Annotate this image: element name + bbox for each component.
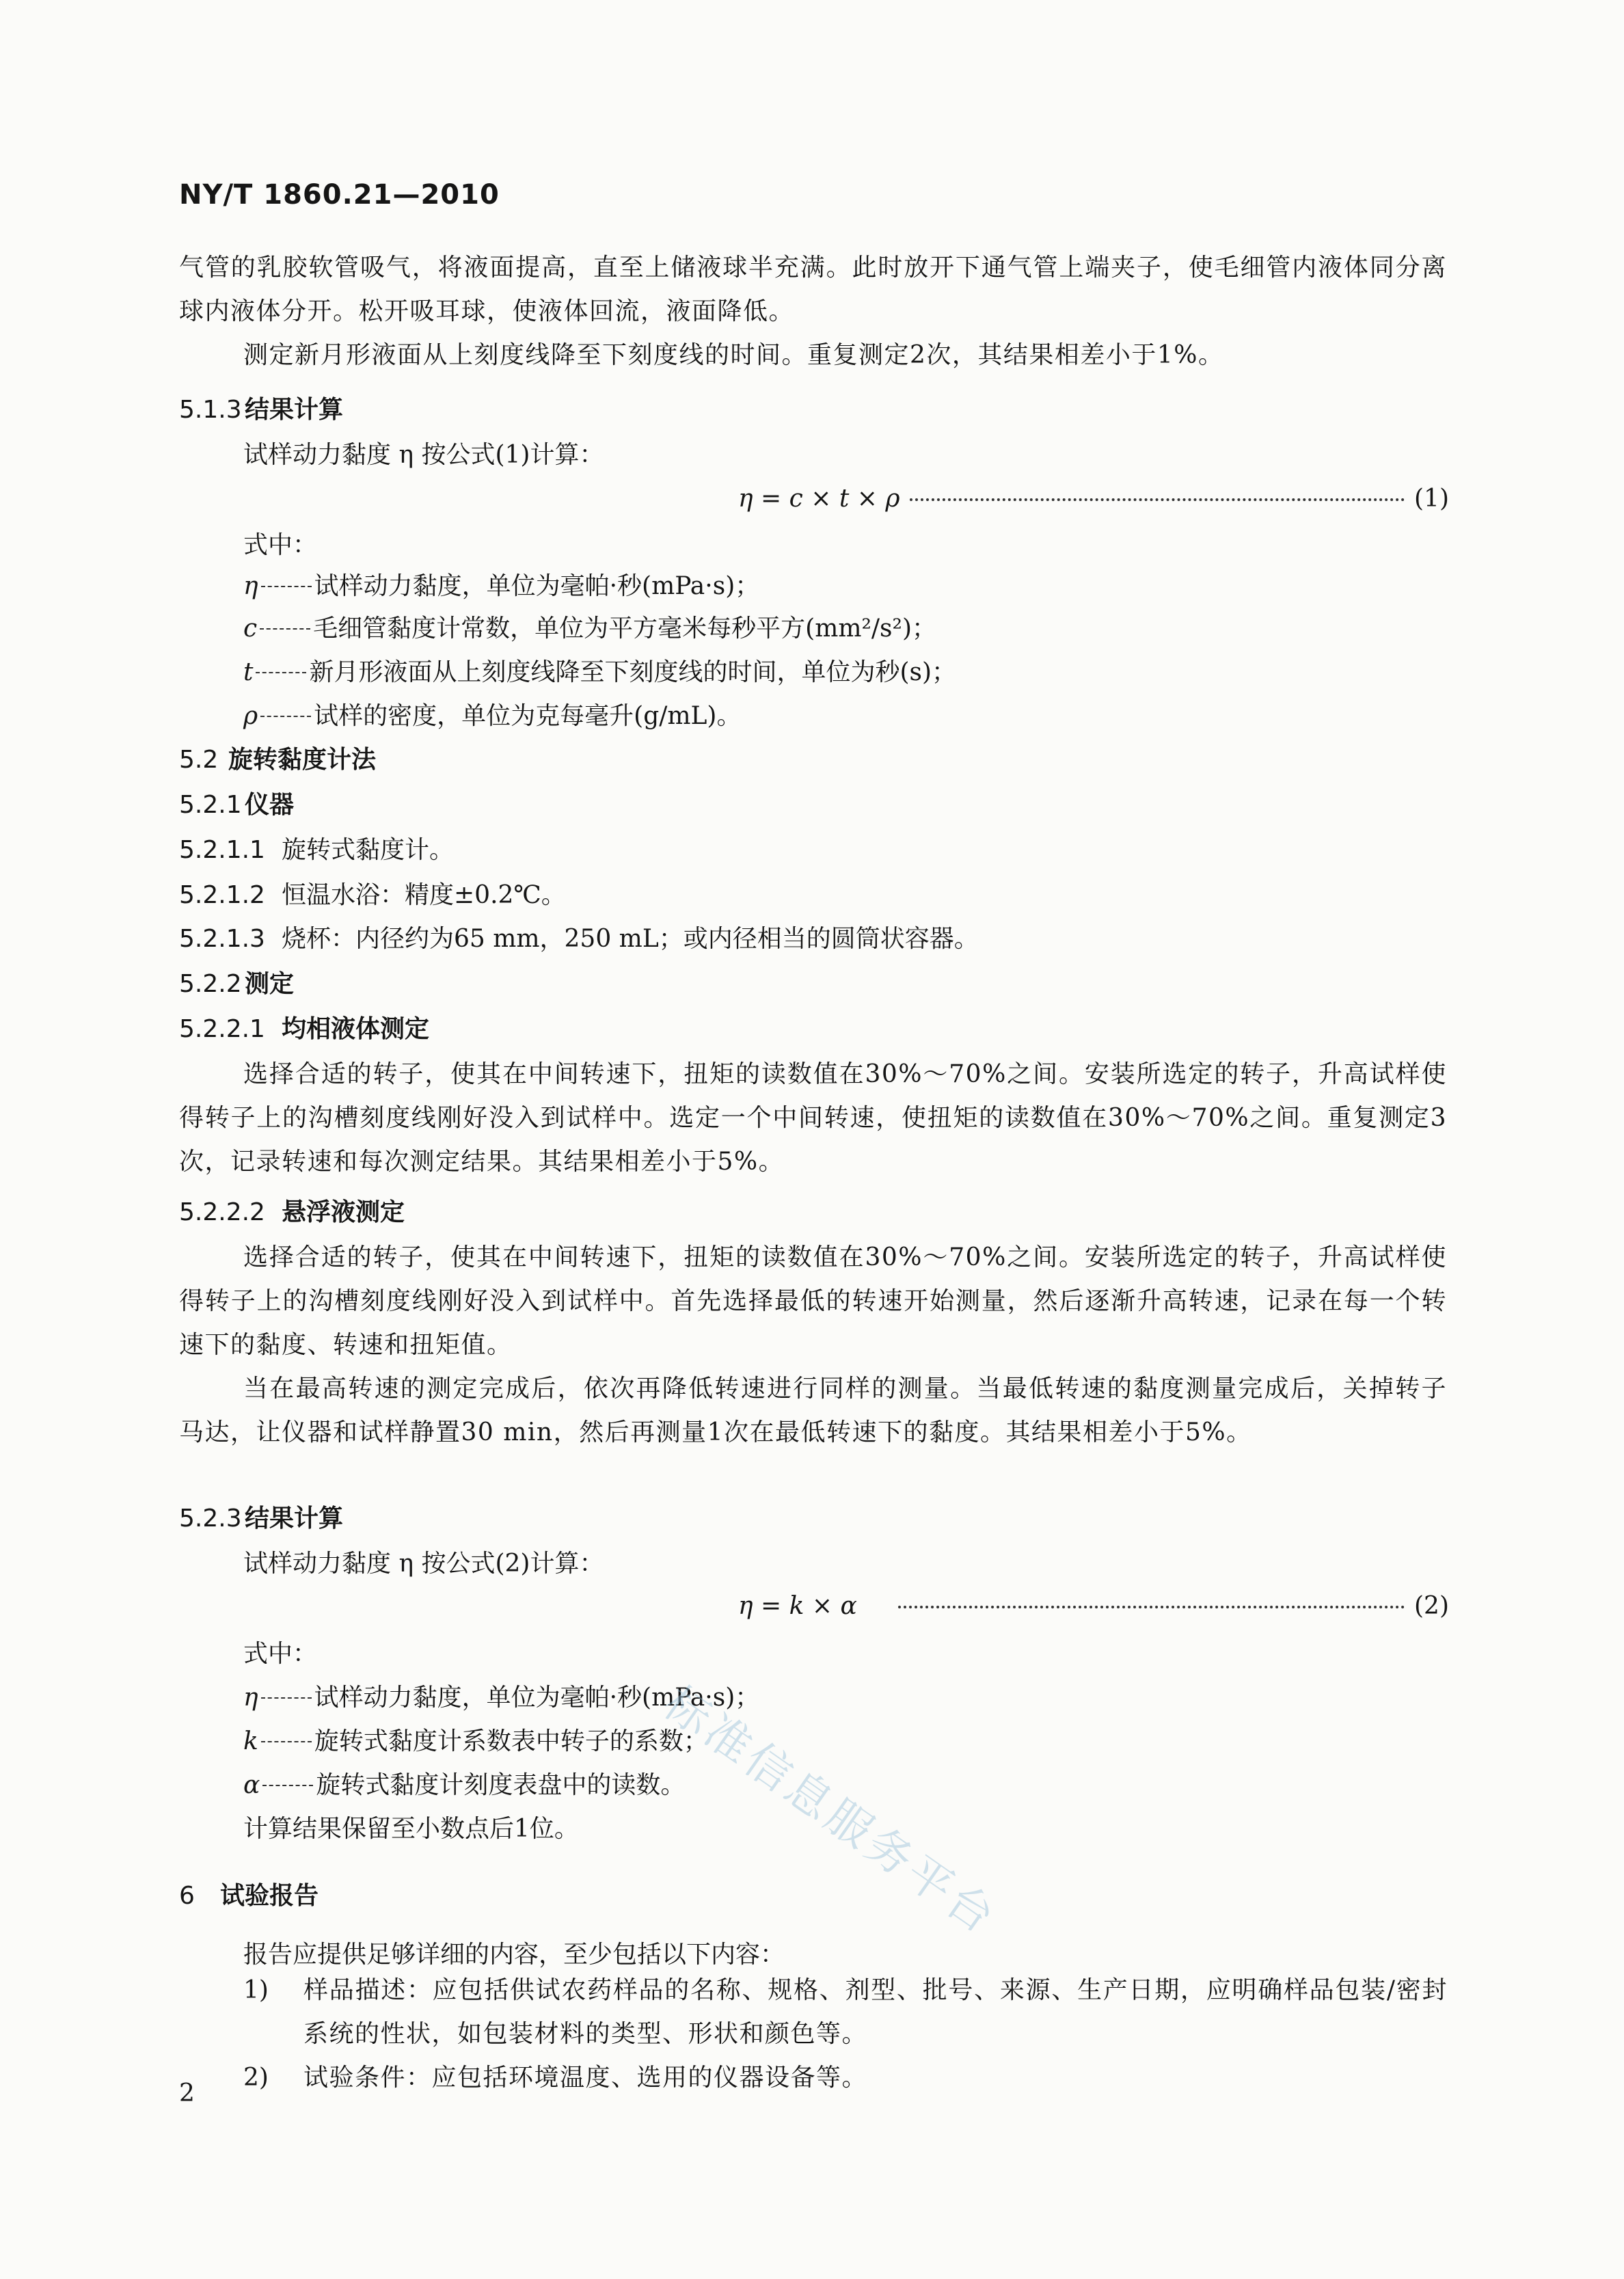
report-intro: 报告应提供足够详细的内容，至少包括以下内容： — [243, 1941, 785, 1969]
formula-expression: η = k × α — [738, 1592, 857, 1620]
section-title: 旋转黏度计法 — [228, 746, 377, 774]
section-title: 悬浮液测定 — [282, 1198, 405, 1226]
list-ordinal: 1) — [243, 1976, 269, 2004]
section-heading-5-2-2-2 — [179, 1198, 405, 1228]
list-ordinal: 2) — [243, 2064, 269, 2092]
definition-text: 试样的密度，单位为克每毫升(g/mL)。 — [314, 702, 742, 730]
section-heading-6 — [179, 1881, 319, 1911]
formula-1 — [738, 484, 1449, 514]
item-number: 5.2.1.3 — [179, 925, 265, 953]
section-heading-5-2-2-1 — [179, 1014, 429, 1044]
section-title: 仪器 — [245, 791, 295, 819]
report-list-item — [243, 1969, 1448, 2056]
symbol: k — [243, 1727, 258, 1755]
section-heading-5-2-3 — [179, 1504, 343, 1534]
section-number: 5.2.3 — [179, 1505, 242, 1533]
definition-row — [243, 614, 936, 644]
section-number: 5.2 — [179, 746, 219, 774]
symbol: η — [243, 572, 258, 600]
section-title: 均相液体测定 — [282, 1015, 430, 1043]
dash-leader — [261, 1741, 312, 1742]
formula-2 — [738, 1591, 1449, 1621]
report-list-item — [243, 2056, 1448, 2100]
standard-header: NY/T 1860.21—2010 — [179, 179, 500, 211]
section-title: 试验报告 — [220, 1882, 319, 1910]
section-title: 结果计算 — [245, 1505, 344, 1533]
formula-number: (1) — [1414, 485, 1449, 513]
definition-text: 新月形液面从上刻度线降至下刻度线的时间，单位为秒(s)； — [309, 658, 957, 686]
list-text: 试验条件：应包括环境温度、选用的仪器设备等。 — [303, 2064, 868, 2092]
rounding-note: 计算结果保留至小数点后1位。 — [243, 1815, 579, 1843]
section-heading-5-2-1 — [179, 790, 294, 820]
formula-number: (2) — [1414, 1592, 1449, 1620]
symbol: c — [243, 615, 258, 643]
dash-leader — [256, 672, 306, 673]
definition-row — [243, 1770, 685, 1801]
symbol: η — [243, 1684, 258, 1712]
item-text: 恒温水浴：精度±0.2℃。 — [282, 881, 566, 909]
section-title: 结果计算 — [245, 396, 344, 424]
definition-text: 毛细管黏度计常数，单位为平方毫米每秒平方(mm²/s²)； — [313, 615, 937, 643]
section-title: 测定 — [245, 970, 295, 998]
formula-intro-2: 试样动力黏度 η 按公式(2)计算： — [243, 1550, 604, 1578]
list-text: 样品描述：应包括供试农药样品的名称、规格、剂型、批号、来源、生产日期，应明确样品包装/密封系统的性状，如包装材料的类型、形状和颜色等。 — [303, 1976, 1448, 2048]
section-number: 5.2.2.1 — [179, 1015, 265, 1043]
definition-row — [243, 701, 741, 731]
page-number: 2 — [179, 2079, 195, 2107]
item-number: 5.2.1.2 — [179, 881, 265, 909]
definition-text: 旋转式黏度计系数表中转子的系数； — [314, 1727, 708, 1755]
section-heading-5-2 — [179, 745, 376, 775]
definition-row — [243, 571, 759, 602]
section-number: 5.2.2.2 — [179, 1198, 265, 1226]
leader-dots — [898, 1606, 1405, 1608]
item-5-2-1-2 — [179, 880, 566, 911]
section-number: 5.2.1 — [179, 791, 242, 819]
section-number: 5.2.2 — [179, 970, 242, 998]
paragraph-5-2-2-2-a: 选择合适的转子，使其在中间转速下，扭矩的读数值在30%～70%之间。安装所选定的转子，升高试样使得转子上的沟槽刻度线刚好没入到试样中。首先选择最低的转速开始测量，然后逐渐升高转速，记录在每一个转速下的黏度、转速和扭矩值。 — [179, 1243, 1447, 1359]
item-5-2-1-1 — [179, 835, 454, 865]
symbol: ρ — [243, 702, 258, 730]
definition-row — [243, 658, 956, 688]
where-label: 式中： — [243, 531, 318, 559]
leader-dots — [910, 498, 1405, 501]
paragraph-5-2-2-2-b: 当在最高转速的测定完成后，依次再降低转速进行同样的测量。当最低转速的黏度测量完成后，关掉转子马达，让仪器和试样静置30 min，然后再测量1次在最低转速下的黏度。其结果相差小于5%。 — [179, 1375, 1447, 1446]
formula-intro-1: 试样动力黏度 η 按公式(1)计算： — [243, 441, 604, 469]
definition-text: 试样动力黏度，单位为毫帕·秒(mPa·s)； — [314, 1684, 760, 1712]
dash-leader — [260, 628, 310, 630]
section-heading-5-1-3 — [179, 395, 343, 425]
dash-leader — [260, 716, 311, 717]
item-text: 旋转式黏度计。 — [282, 836, 455, 864]
section-heading-5-2-2 — [179, 969, 294, 999]
section-number: 5.1.3 — [179, 396, 242, 424]
formula-expression: η = c × t × ρ — [738, 485, 900, 513]
definition-text: 旋转式黏度计刻度表盘中的读数。 — [316, 1771, 686, 1799]
paragraph-intro-2: 测定新月形液面从上刻度线降至下刻度线的时间。重复测定2次，其结果相差小于1%。 — [243, 341, 1224, 369]
where-label: 式中： — [243, 1640, 318, 1668]
definition-row — [243, 1727, 708, 1757]
dash-leader — [261, 586, 312, 587]
dash-leader — [261, 1697, 312, 1699]
paragraph-intro-1: 气管的乳胶软管吸气，将液面提高，直至上储液球半充满。此时放开下通气管上端夹子，使毛细管内液体同分离球内液体分开。松开吸耳球，使液体回流，液面降低。 — [179, 254, 1447, 325]
item-5-2-1-3 — [179, 924, 979, 954]
paragraph-5-2-2-1: 选择合适的转子，使其在中间转速下，扭矩的读数值在30%～70%之间。安装所选定的转子，升高试样使得转子上的沟槽刻度线刚好没入到试样中。选定一个中间转速，使扭矩的读数值在30%～70%之间。重复测定3次，记录转速和每次测定结果。其结果相差小于5%。 — [179, 1060, 1447, 1176]
symbol: α — [243, 1771, 260, 1799]
dash-leader — [262, 1785, 313, 1786]
item-text: 烧杯：内径约为65 mm，250 mL；或内径相当的圆筒状容器。 — [282, 925, 979, 953]
item-number: 5.2.1.1 — [179, 836, 265, 864]
section-number: 6 — [179, 1882, 195, 1910]
symbol: t — [243, 658, 254, 686]
definition-text: 试样动力黏度，单位为毫帕·秒(mPa·s)； — [314, 572, 760, 600]
watermark: 标准信息服务平台 — [654, 1676, 1007, 1945]
